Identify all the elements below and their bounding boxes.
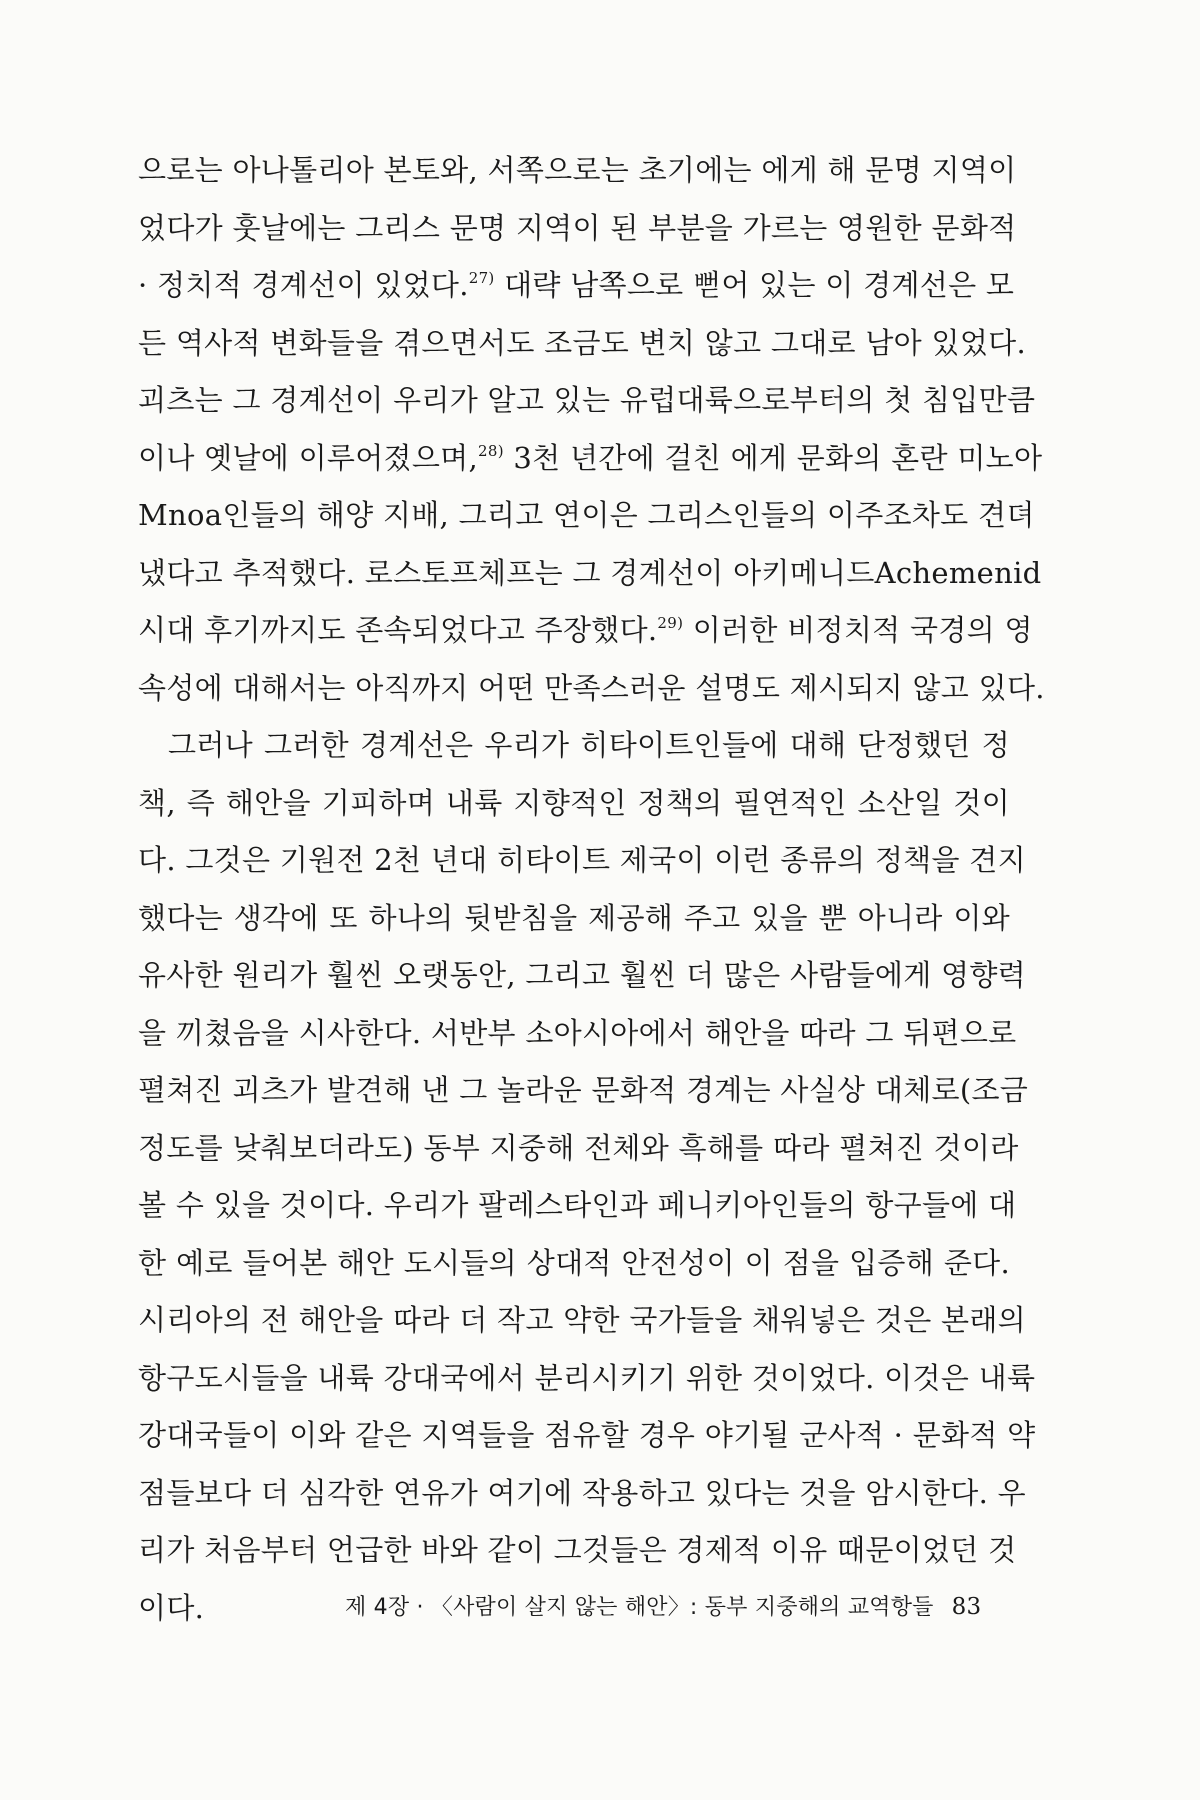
running-footer — [345, 1590, 985, 1621]
text-line: Mnoa인들의 해양 지배, 그리고 연이은 그리스인들의 이주조차도 견뎌 — [138, 498, 1035, 532]
footnote-ref-27: 27) — [468, 269, 495, 287]
chapter-title: 제 4장 · 〈사람이 살지 않는 해안〉: 동부 지중해의 교역항들 — [345, 1595, 934, 1620]
text-line: 펼쳐진 괴츠가 발견해 낸 그 놀라운 문화적 경계는 사실상 대체로(조금 — [138, 1073, 1029, 1107]
text-line: 괴츠는 그 경계선이 우리가 알고 있는 유럽대륙으로부터의 첫 침입만큼 — [138, 383, 1036, 417]
body-text — [138, 142, 1045, 1637]
text-line: 했다는 생각에 또 하나의 뒷받침을 제공해 주고 있을 뿐 아니라 이와 — [138, 900, 1010, 935]
text-line: 볼 수 있을 것이다. 우리가 팔레스타인과 페니키아인들의 항구들에 대 — [138, 1188, 1017, 1222]
page-number: 83 — [951, 1594, 982, 1620]
text-line: 으로는 아나톨리아 본토와, 서쪽으로는 초기에는 에게 해 문명 지역이 — [138, 153, 1017, 187]
text-line: 시리아의 전 해안을 따라 더 작고 약한 국가들을 채워넣은 것은 본래의 — [138, 1303, 1026, 1337]
text-segment: · 정치적 경계선이 있었다. — [138, 268, 469, 302]
text-line: 책, 즉 해안을 기피하며 내륙 지향적인 정책의 필연적인 소산일 것이 — [138, 785, 1010, 820]
footnote-ref-29: 29) — [657, 614, 684, 632]
text-segment: 시대 후기까지도 존속되었다고 주장했다. — [138, 613, 658, 647]
text-line: 었다가 훗날에는 그리스 문명 지역이 된 부분을 가르는 영원한 문화적 — [138, 210, 1017, 245]
text-segment: 이나 옛날에 이루어졌으며, — [138, 440, 479, 475]
footnote-ref-28: 28) — [478, 441, 504, 460]
text-segment: 3천 년간에 걸친 에게 문화의 혼란 미노아 — [503, 440, 1043, 475]
text-segment: 이러한 비정치적 국경의 영 — [683, 613, 1033, 647]
text-line: 점들보다 더 심각한 연유가 여기에 작용하고 있다는 것을 암시한다. 우 — [138, 1475, 1026, 1510]
text-line: 냈다고 추적했다. 로스토프체프는 그 경계선이 아키메니드Achemenid — [138, 555, 1042, 590]
text-line: 한 예로 들어본 해안 도시들의 상대적 안전성이 이 점을 입증해 준다. — [138, 1245, 1010, 1280]
text-line: 정도를 낮춰보더라도) 동부 지중해 전체와 흑해를 따라 펼쳐진 것이라 — [138, 1130, 1019, 1165]
text-line: 항구도시들을 내륙 강대국에서 분리시키기 위한 것이었다. 이것은 내륙 — [138, 1360, 1036, 1395]
text-line: 다. 그것은 기원전 2천 년대 히타이트 제국이 이런 종류의 정책을 견지 — [138, 843, 1026, 877]
text-segment: 대략 남쪽으로 뻗어 있는 이 경계선은 모 — [494, 268, 1015, 302]
text-line: 속성에 대해서는 아직까지 어떤 만족스러운 설명도 제시되지 않고 있다. — [138, 670, 1045, 705]
text-line: 유사한 원리가 훨씬 오랫동안, 그리고 훨씬 더 많은 사람들에게 영향력 — [138, 958, 1026, 992]
text-line — [138, 602, 1033, 660]
text-line — [138, 257, 1015, 315]
paragraph-last-line: 이다. — [138, 1590, 205, 1625]
text-line — [138, 430, 1043, 488]
text-line: 을 끼쳤음을 시사한다. 서반부 소아시아에서 해안을 따라 그 뒤편으로 — [138, 1015, 1017, 1050]
text-line: 리가 처음부터 언급한 바와 같이 그것들은 경제적 이유 때문이었던 것 — [138, 1533, 1017, 1567]
text-line: 든 역사적 변화들을 겪으면서도 조금도 변치 않고 그대로 남아 있었다. — [138, 325, 1026, 360]
text-line: 강대국들이 이와 같은 지역들을 점유할 경우 야기될 군사적 · 문화적 약 — [138, 1418, 1036, 1452]
paragraph-first-line: 그러나 그러한 경계선은 우리가 히타이트인들에 대해 단정했던 정 — [168, 728, 1010, 762]
